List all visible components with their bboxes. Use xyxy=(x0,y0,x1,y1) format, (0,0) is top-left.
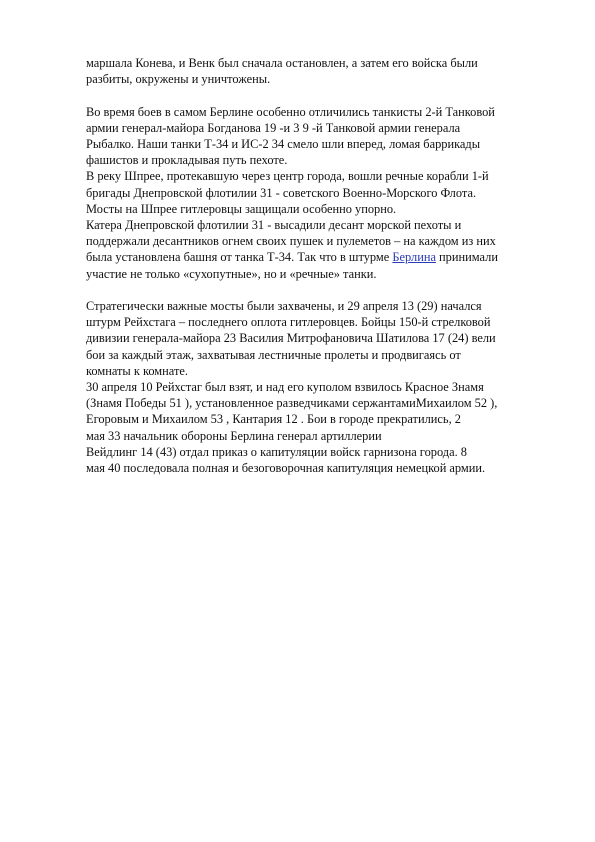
text-line: поддержали десантников огнем своих пушек и пулеметов – на каждом из них xyxy=(86,234,496,249)
text-line: 30 апреля 10 Рейхстаг был взят, и над его куполом взвилось Красное Знамя xyxy=(86,380,484,395)
berlin-link[interactable]: Берлина xyxy=(392,250,436,265)
text-fragment: была установлена башня от танка Т-34. Так что в штурме xyxy=(86,250,393,265)
paragraph-konev xyxy=(86,55,556,87)
text-line: фашистов и прокладывая путь пехоте. xyxy=(86,153,288,168)
text-fragment: принимали xyxy=(435,250,498,265)
paragraph-tankists xyxy=(86,104,556,169)
text-line: дивизии генерала-майора 23 Василия Митрофановича Шатилова 17 (24) вели xyxy=(86,331,496,346)
paragraph-reichstag-storm xyxy=(86,298,556,379)
text-line: мая 33 начальник обороны Берлина генерал артиллерии xyxy=(86,428,382,443)
text-line: Рыбалко. Наши танки Т-34 и ИС-2 34 смело шли вперед, ломая баррикады xyxy=(86,137,481,151)
text-line: бои за каждый этаж, захватывая лестничные пролеты и продвигаясь от xyxy=(86,347,461,362)
text-line: Стратегически важные мосты были захвачены, и 29 апреля 13 (29) начался xyxy=(86,299,482,314)
document-text xyxy=(86,55,556,476)
text-line: Мосты на Шпрее гитлеровцы защищали особенно упорно. xyxy=(86,201,397,216)
text-line: штурм Рейхстага – последнего оплота гитлеровцев. Бойцы 150-й стрелковой xyxy=(86,315,491,330)
text-line: армии генерал-майора Богданова 19 -и 3 9 -й Танковой армии генерала xyxy=(86,120,461,135)
paragraph-spree xyxy=(86,168,556,217)
paragraph-victory xyxy=(86,379,556,476)
text-line: комнаты к комнате. xyxy=(86,363,188,378)
text-line: участие не только «сухопутные», но и «речные» танки. xyxy=(86,266,377,281)
text-line: Катера Днепровской флотилии 31 - высадили десант морской пехоты и xyxy=(86,218,462,233)
paragraph-flotilla xyxy=(86,217,556,282)
paragraph-spacer xyxy=(86,282,556,298)
text-line: мая 40 последовала полная и безоговорочная капитуляция немецкой армии. xyxy=(86,461,486,476)
text-line: бригады Днепровской флотилии 31 - советского Военно-Морского Флота. xyxy=(86,185,477,200)
text-line: разбиты, окружены и уничтожены. xyxy=(86,72,271,87)
paragraph-spacer xyxy=(86,87,556,103)
text-line: маршала Конева, и Венк был сначала остановлен, а затем его войска были xyxy=(86,56,478,70)
text-line: Вейдлинг 14 (43) отдал приказ о капитуляции войск гарнизона города. 8 xyxy=(86,444,467,459)
text-line: В реку Шпрее, протекавшую через центр города, вошли речные корабли 1-й xyxy=(86,169,489,184)
text-line: Егоровым и Михаилом 53 , Кантария 12 . Бои в городе прекратились, 2 xyxy=(86,412,461,427)
text-line-with-link xyxy=(86,249,556,265)
text-line: Во время боев в самом Берлине особенно отличились танкисты 2-й Танковой xyxy=(86,104,495,119)
text-line: (Знамя Победы 51 ), установленное разведчиками сержантамиМихаилом 52 ), xyxy=(86,396,498,411)
